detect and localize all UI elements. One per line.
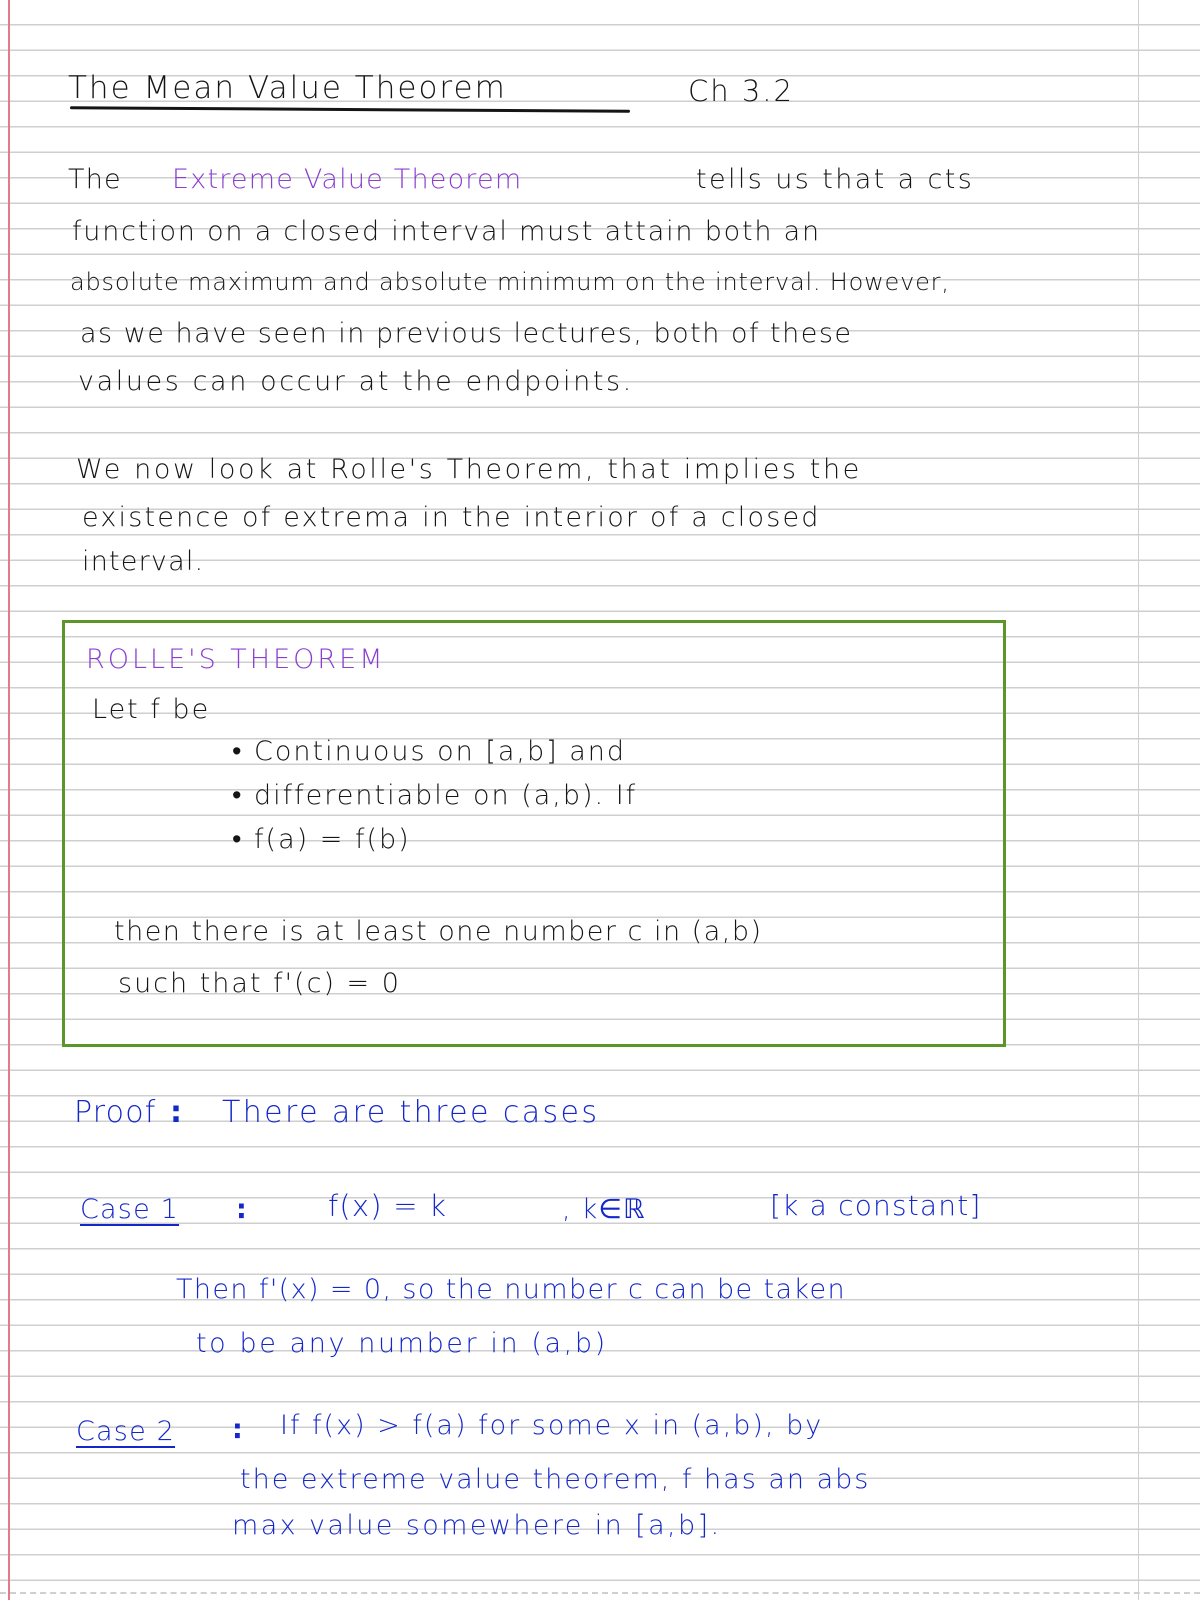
rolle-intro-line-1: We now look at Rolle's Theorem, that implies the: [76, 454, 862, 485]
intro-line-1-start: The: [68, 164, 122, 195]
theorem-heading: ROLLE'S THEOREM: [86, 644, 386, 675]
page-bottom-edge: [0, 1592, 1200, 1594]
intro-line-3: absolute maximum and absolute minimum on the interval. However,: [70, 268, 950, 296]
right-margin-line: [1138, 0, 1139, 1600]
case-1-label: Case 1: [80, 1194, 180, 1225]
extreme-value-theorem-term: Extreme Value Theorem: [172, 164, 523, 195]
case-2-line-3: max value somewhere in [a,b].: [232, 1510, 722, 1541]
page-title: The Mean Value Theorem: [68, 70, 507, 106]
theorem-bullet-continuous: • Continuous on [a,b] and: [232, 736, 627, 767]
theorem-conclusion-line-2: such that f'(c) = 0: [118, 968, 401, 999]
theorem-bullet-differentiable: • differentiable on (a,b). If: [232, 780, 638, 811]
case-2-line-1: If f(x) > f(a) for some x in (a,b), by: [280, 1410, 824, 1441]
proof-label: Proof: [74, 1095, 157, 1130]
intro-line-4: as we have seen in previous lectures, both of these: [80, 318, 853, 349]
proof-intro-text: There are three cases: [222, 1095, 600, 1130]
case-1-conclusion-line-1: Then f'(x) = 0, so the number c can be taken: [176, 1274, 847, 1305]
intro-line-5: values can occur at the endpoints.: [78, 366, 634, 397]
intro-line-2: function on a closed interval must attain both an: [72, 216, 821, 247]
case-2-line-2: the extreme value theorem, f has an abs: [240, 1464, 871, 1495]
rolle-intro-line-3: interval.: [82, 546, 205, 577]
rolle-intro-line-2: existence of extrema in the interior of a closed: [82, 502, 821, 533]
case-2-label: Case 2: [76, 1416, 176, 1447]
title-underline: [70, 106, 630, 112]
case-1-colon: :: [236, 1194, 248, 1225]
chapter-label: Ch 3.2: [688, 74, 794, 108]
theorem-bullet-equal-values: • f(a) = f(b): [232, 824, 411, 855]
intro-line-1-end: tells us that a cts: [696, 164, 975, 195]
red-margin-line: [8, 0, 10, 1600]
case-1-note: [k a constant]: [770, 1189, 982, 1222]
proof-colon: :: [170, 1095, 184, 1130]
case-1-domain: , k∈ℝ: [562, 1194, 646, 1225]
theorem-let: Let f be: [92, 694, 211, 725]
case-1-conclusion-line-2: to be any number in (a,b): [196, 1328, 608, 1359]
theorem-conclusion-line-1: then there is at least one number c in (a,b): [114, 916, 763, 947]
case-1-equation: f(x) = k: [328, 1189, 448, 1223]
case-2-colon: :: [232, 1414, 244, 1445]
